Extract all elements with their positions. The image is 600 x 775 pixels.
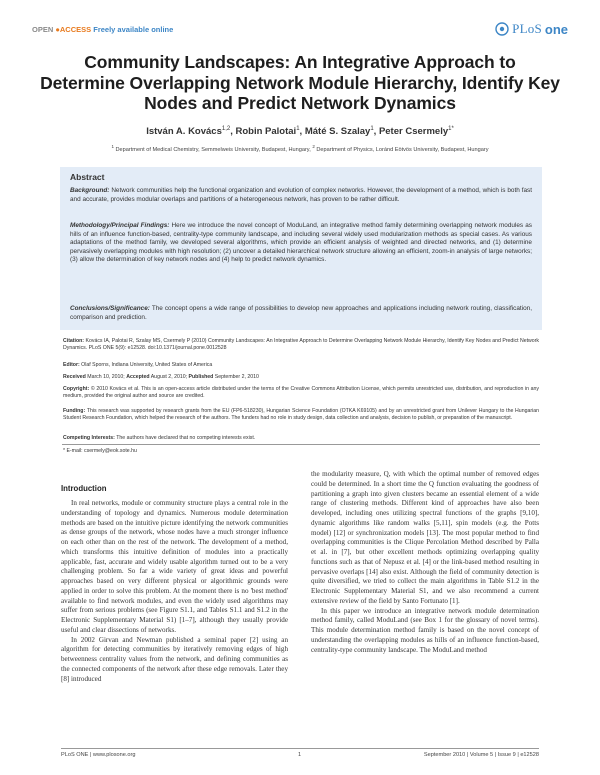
logo-one-text: one <box>544 21 568 37</box>
author-name: Peter Csermely <box>378 126 449 138</box>
author-affiliation-mark: 1 <box>370 126 374 132</box>
footer-journal: PLoS ONE | www.plosone.org <box>61 752 136 758</box>
author-name: Robin Palotai <box>235 126 297 138</box>
accepted-date: August 2, 2010; <box>150 374 188 380</box>
published-label: Published <box>188 374 214 380</box>
competing-label: Competing Interests: <box>63 435 115 441</box>
author-affiliation-mark: 1,2 <box>221 126 231 132</box>
author-affiliation-mark: 1 <box>296 126 300 132</box>
body-paragraph: In 2002 Girvan and Newman published a seminal paper [2] using an algorithm for detecting communities by iteratively removing edges of high betweenness centrality values from the network, and defining communities as the connected components of the network after these edge removals. Later they [8] introduced <box>61 635 288 683</box>
open-access-banner <box>32 25 173 34</box>
dates <box>63 374 539 381</box>
logo-plos-text: PLoS <box>512 21 542 36</box>
divider <box>62 444 540 445</box>
affiliation-mark: 2 <box>312 144 315 149</box>
author-name: István A. Kovács <box>146 126 222 138</box>
affiliations <box>36 144 564 153</box>
conclusions-label: Conclusions/Significance: <box>70 305 150 312</box>
body-paragraph: the modularity measure, Q, with which the optimal number of removed edges could be determined. In a short time the Q function evaluating the goodness of partitioning a graph into given clusters became an essential element of a wide range of clustering methods. Different kind of approaches have also been developed, including ones utilizing spectral functions of the graphs [9,10], dynamic algorithms like random walks [5,11], spin models (e.g. the Potts model) [12] or synchronization models [13]. The most popular method to find overlapping communities is the Clique Percolation Method described by Palla et al. in [7], but other excellent methods optimizing overlapping quality functions such as that of Nepusz et al. [4] or the link-based method resulting in pervasive overlaps [14] also exist. Although the field of community detection is quite diversified, we tried to collect the main algorithms in Table S1.2 in the Electronic Supplementary Material S1, and we also recommend a current extensive review of the field by Santo Fortunato [1]. <box>311 470 539 605</box>
conclusions-text: The concept opens a wide range of possibilities to develop new approaches and applications including network routing, classification, comparison and prediction. <box>70 305 532 321</box>
methodology-label: Methodology/Principal Findings: <box>70 222 170 229</box>
funding-text: This research was supported by research grants from the EU (FP6-518230), Hungarian Science Foundation (OTKA K69105) and by an unrestricted grant from Unilever Hungary to the Hungarian Student Research Foundation, which helped the research of the authors. The funders had no role in study design, data collection and analysis, decision to publish, or preparation of the manuscript. <box>63 408 539 421</box>
article-title: Community Landscapes: An Integrative Approach to Determine Overlapping Network Module Hierarchy, Identify Key Nodes and Predict Network Dynamics <box>40 52 560 113</box>
corresponding-email: * E-mail: csermely@eok.sote.hu <box>63 448 137 454</box>
editor-text: Olaf Sporns, Indiana University, United States of America <box>81 362 213 368</box>
author-list: István A. Kovács$^{1,2}$, Robin Palotai$^1$, Máté S. Szalay$^1$, Peter Csermely$^{1*}$ <box>146 126 454 138</box>
competing-interests <box>63 435 539 442</box>
citation-label: Citation: <box>63 338 85 344</box>
abstract-background <box>70 187 532 204</box>
citation-text: Kovács IA, Palotai R, Szalay MS, Csermely P (2010) Community Landscapes: An Integrative Approach to Determine Overlapping Network Module Hierarchy, Identify Key Nodes and Predict Network Dynamics. PLoS ONE 5(9): e12528. doi:10.1371/journal.pone.0012528 <box>63 338 539 351</box>
citation <box>63 338 539 352</box>
received-label: Received <box>63 374 86 380</box>
body-paragraph: In real networks, module or community structure plays a central role in the understanding of topology and dynamics. Numerous module determination methods are based on the intuitive picture identifying the network communities as dense groups of the network, whose nodes have a much stronger influence on each other than on the rest of the network. The development of a method, which transforms this intuitive definition of modules into a practically applicable, fast, accurate and widely usable algorithm turned out to be a very challenging problem. So far a wide variety of great ideas and powerful approaches based on very different physical or algorithmic grounds were applied in order to solve this problem. At the moment there is no 'best method' available to find network modules, and even the widely used algorithms may suffer from serious problems (see Figure S1.1, and Tables S1.1 and S1.2 in the Electronic Supplementary Material S1) [1–7], although they usually provide useful and clear dissections of networks. <box>61 499 288 634</box>
body-paragraph: In this paper we introduce an integrative network module determination method family, called ModuLand (see Box 1 for the glossary of novel terms). This module determination method family is based on the novel concept of understanding the overlapping modules as hills of an influence function-based, centrality-type community landscape. The ModuLand method <box>311 606 539 654</box>
freely-available-label: Freely available online <box>93 25 174 34</box>
footer-page-number: 1 <box>298 752 302 758</box>
introduction-heading: Introduction <box>61 484 107 493</box>
footer-issue: September 2010 | Volume 5 | Issue 9 | e12528 <box>423 752 539 758</box>
copyright-label: Copyright: <box>63 386 90 392</box>
copyright-text: © 2010 Kovács et al. This is an open-access article distributed under the terms of the Creative Commons Attribution License, which permits unrestricted use, distribution, and reproduction in any medium, provided the original author and source are credited. <box>63 386 539 399</box>
open-label: OPEN <box>32 25 54 34</box>
access-label: ACCESS <box>59 25 92 34</box>
competing-text: The authors have declared that no competing interests exist. <box>116 435 256 441</box>
background-label: Background: <box>70 187 110 194</box>
editor <box>63 362 539 369</box>
abstract-heading: Abstract <box>70 172 105 182</box>
footer-rule <box>61 748 539 749</box>
published-date: September 2, 2010 <box>214 374 259 380</box>
affiliation-2: Department of Physics, Loránd Eötvös University, Budapest, Hungary <box>316 146 489 153</box>
editor-label: Editor: <box>63 362 80 368</box>
left-column <box>61 499 288 684</box>
affiliation-mark: 1 <box>111 144 114 149</box>
methodology-text: Here we introduce the novel concept of ModuLand, an integrative method family determining overlapping network modules as hills of an influence function-based, centrality-type community landscape, and including several widely used modularization methods as special cases. As various adaptations of the method family, we developed several algorithms, which provide an efficient analysis of weighted and directed networks, and (1) determine pervasively overlapping modules with high resolution; (2) uncover a detailed hierarchical network structure allowing an efficient, zoom-in analysis of large networks; (3) allow the determination of key network nodes and (4) help to predict network dynamics. <box>70 222 532 264</box>
author-affiliation-mark: 1* <box>448 126 454 132</box>
accepted-label: Accepted <box>126 374 150 380</box>
plos-one-logo <box>495 20 568 38</box>
abstract-conclusions <box>70 305 532 322</box>
background-text: Network communities help the functional organization and evolution of complex networks. However, the development of a method, which is both fast and accurate, provides modular overlaps and partitions of a heterogeneous network, has proven to be rather difficult. <box>70 187 532 203</box>
copyright <box>63 386 539 400</box>
funding-label: Funding: <box>63 408 86 414</box>
right-column <box>311 470 539 655</box>
author-name: Máté S. Szalay <box>304 126 371 138</box>
open-access-lock-icon: ● <box>55 25 60 34</box>
affiliation-1: Department of Medical Chemistry, Semmelweis University, Budapest, Hungary, <box>115 146 311 153</box>
received-date: March 10, 2010; <box>87 374 125 380</box>
abstract-methodology <box>70 222 532 265</box>
plos-logo-icon <box>495 22 509 36</box>
funding <box>63 408 539 422</box>
